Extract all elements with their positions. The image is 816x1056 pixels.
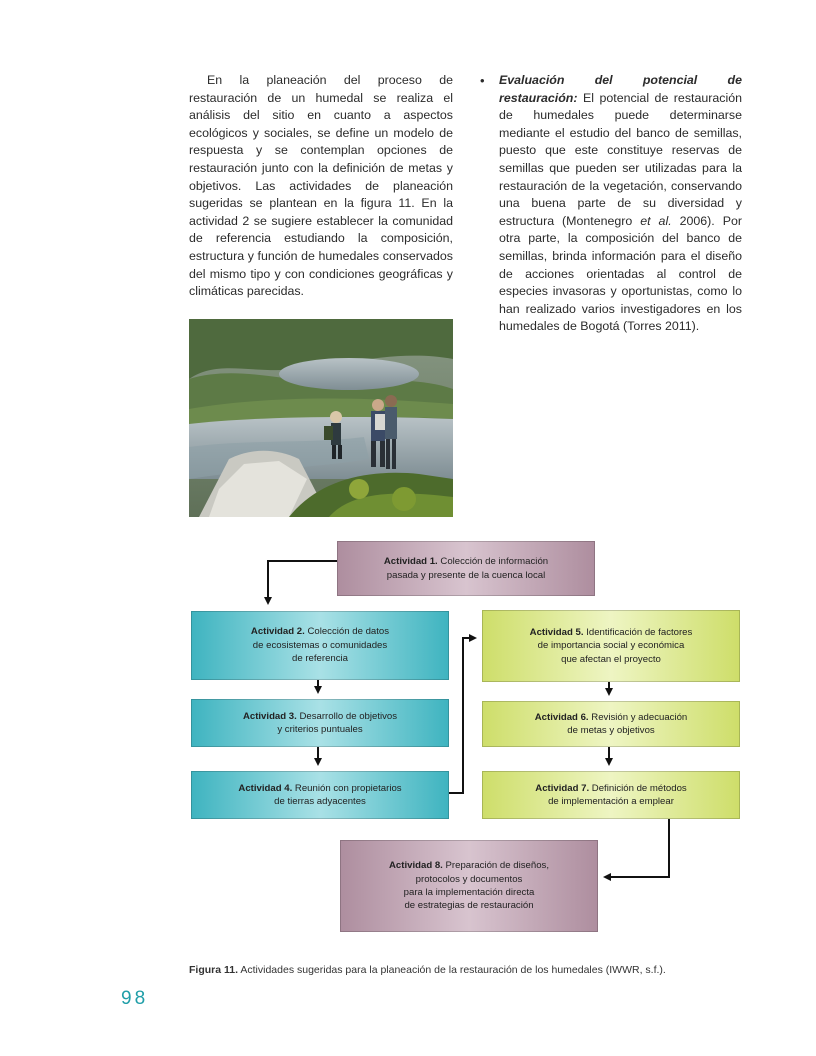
activity-1-line1: Colección de información [440,556,549,568]
activity-1-label: Actividad 1. [383,556,438,568]
activity-6-line1: Revisión y adecuación [591,711,688,723]
activity-8-label: Actividad 8. [389,860,443,872]
bullet-text-b: 2006). Por otra parte, la composición del banco de semillas, brinda información para el diseño de acciones orientadas al control de especies invasoras y oportunistas, como lo han realizado varios investigadores en los humedales de Bogotá (Torres 2011). [499,213,742,334]
figure-caption [189,964,749,976]
activity-5-line1: Identificación de factores [586,626,693,638]
activity-5-label: Actividad 5. [529,626,584,638]
activity-3-line2: y criterios puntuales [277,724,363,735]
activity-8-line3: para la implementación directa [403,887,535,898]
activity-6-label: Actividad 6. [534,711,589,723]
activity-8-line1: Preparación de diseños, [445,860,549,872]
activity-2-label: Actividad 2. [250,626,305,638]
activity-3-label: Actividad 3. [242,710,297,722]
arrow-7-to-8 [605,819,669,877]
activity-6-line2: de metas y objetivos [567,725,655,736]
activity-8-line2: protocolos y documentos [415,873,523,885]
bullet-marker: • [480,73,485,88]
activity-5-line3: que afectan el proyecto [561,653,661,665]
bullet-text-italic: et al. [640,213,672,228]
activity-2-line2: de ecosistemas o comunidades [252,639,388,651]
page-number: 98 [121,988,149,1009]
activity-5-line2: de importancia social y económica [537,640,685,652]
activity-7-line2: de implementación a emplear [548,796,674,807]
activity-4-line1: Reunión con propietarios [294,782,402,794]
intro-paragraph: En la planeación del proceso de restauración de un humedal se realiza el análisis del sitio en cuanto a aspectos ecológicos y sociales, se define un modelo de respuesta y se contemplan opciones de restauración junto con la definición de metas y objetivos. Las actividades de planeación sugeridas se plantean en la figura 11. En la actividad 2 se sugiere establecer la comunidad de referencia estudiando la composición, estructura y función de humedales conservados del mismo tipo y con condiciones geográficas y climáticas parecidas. [189,73,453,299]
activity-7-line1: Definición de métodos [591,782,687,794]
bullet-title: Evaluación del potencial de restauración: [499,73,742,105]
figure-caption-text: Actividades sugeridas para la planeación de la restauración de los humedales (IWWR, s.f.). [238,964,666,976]
bullet-text-a: El potencial de restauración de humedales puede determinarse mediante el estudio del banco de semillas, puesto que este constituye reservas de semillas que pueden ser utilizadas para la restauración de la vegetación, conservando una buena parte de su diversidad y estructura (Montenegro [499,90,742,228]
activity-4-line2: de tierras adyacentes [274,796,366,807]
activity-4-label: Actividad 4. [238,782,293,794]
activity-2-line1: Colección de datos [307,626,390,638]
activity-2-line3: de referencia [292,653,348,665]
activity-1-line2: pasada y presente de la cuenca local [386,569,546,581]
figure-caption-label: Figura 11. [189,964,239,976]
activity-8-line4: de estrategias de restauración [404,900,534,912]
arrow-4-to-5 [449,638,475,793]
activity-3-line1: Desarrollo de objetivos [299,710,398,722]
activity-7-label: Actividad 7. [535,782,590,794]
arrow-1-to-2 [268,561,337,603]
